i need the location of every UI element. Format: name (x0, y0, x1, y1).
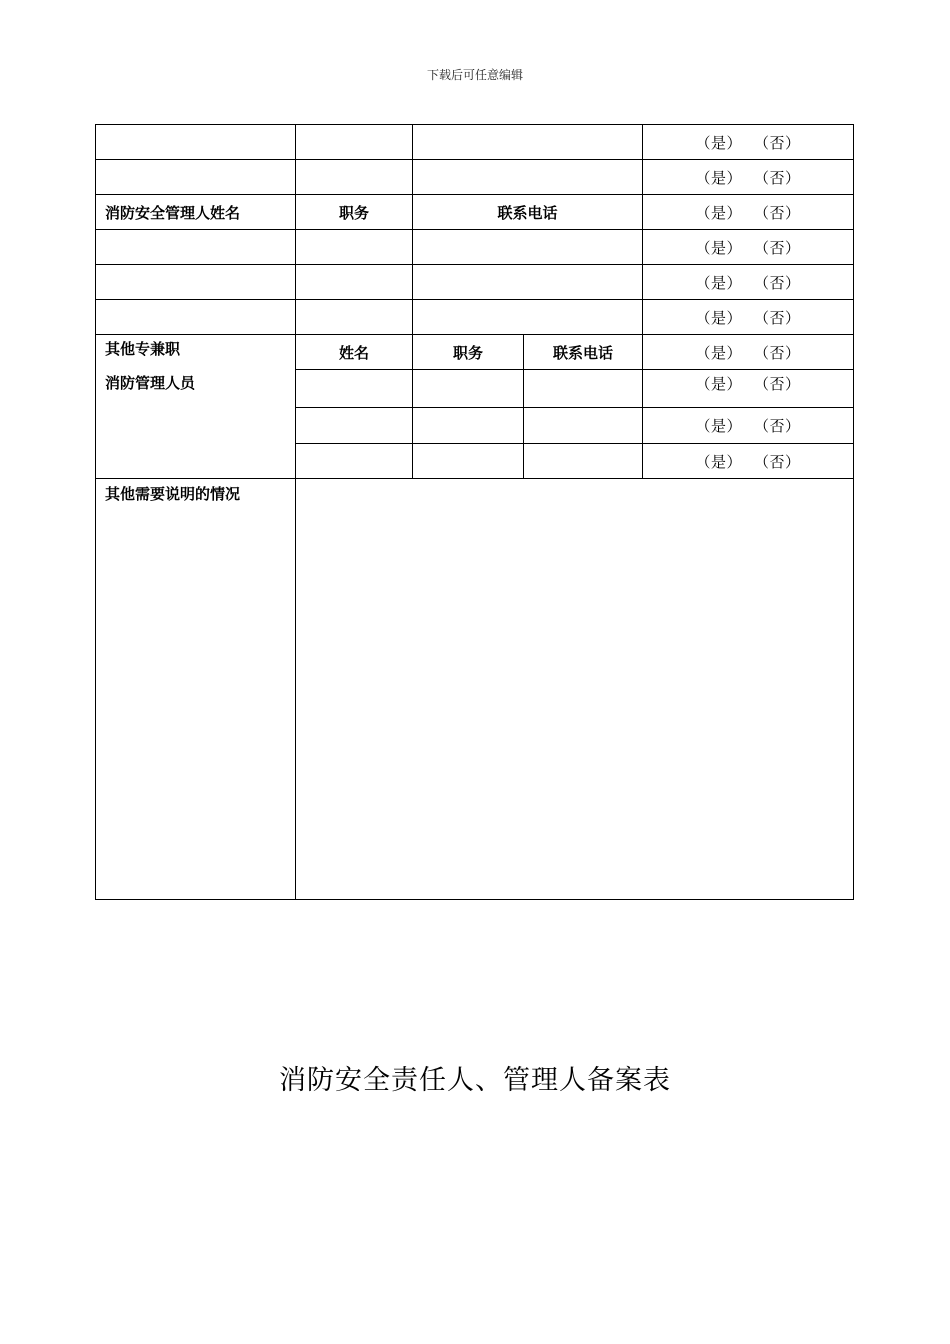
other-staff-phone-cell[interactable] (524, 444, 643, 479)
manager-phone-header: 联系电话 (413, 195, 643, 230)
yes-no-choice[interactable] (643, 370, 854, 408)
manager-name-cell[interactable] (96, 300, 296, 335)
manager-phone-cell[interactable] (413, 230, 643, 265)
document-title: 消防安全责任人、管理人备案表 (279, 1065, 671, 1096)
other-staff-phone-cell[interactable] (524, 370, 643, 408)
manager-name-cell[interactable] (96, 230, 296, 265)
no-option[interactable]: （否） (754, 168, 801, 187)
other-staff-position-cell[interactable] (413, 444, 524, 479)
yes-no-choice[interactable] (643, 408, 854, 444)
no-option[interactable]: （否） (754, 417, 801, 435)
yes-option[interactable]: （是） (695, 308, 742, 327)
other-staff-phone-cell[interactable] (524, 408, 643, 444)
other-staff-phone-header: 联系电话 (524, 335, 643, 370)
yes-no-choice[interactable] (643, 230, 854, 265)
header-note: 下载后可任意编辑 (426, 68, 523, 82)
other-staff-position-cell[interactable] (413, 370, 524, 408)
yes-no-choice[interactable] (643, 300, 854, 335)
other-staff-header-row (96, 335, 854, 370)
manager-name-header: 消防安全管理人姓名 (96, 195, 296, 230)
table-row (96, 265, 854, 300)
blank-cell[interactable] (96, 125, 296, 160)
blank-cell[interactable] (413, 125, 643, 160)
table-row (96, 160, 854, 195)
no-option[interactable]: （否） (754, 375, 801, 393)
yes-option[interactable]: （是） (695, 203, 742, 222)
manager-position-header: 职务 (296, 195, 413, 230)
yes-no-choice[interactable] (643, 265, 854, 300)
table-row (96, 230, 854, 265)
other-staff-label (96, 335, 296, 479)
yes-option[interactable]: （是） (695, 168, 742, 187)
yes-option[interactable]: （是） (695, 273, 742, 292)
manager-phone-cell[interactable] (413, 300, 643, 335)
other-staff-name-cell[interactable] (296, 444, 413, 479)
other-staff-label-line2: 消防管理人员 (105, 374, 196, 392)
yes-no-choice[interactable] (643, 335, 854, 370)
blank-cell[interactable] (296, 160, 413, 195)
manager-header-row (96, 195, 854, 230)
no-option[interactable]: （否） (754, 343, 801, 362)
yes-no-choice[interactable] (643, 125, 854, 160)
yes-option[interactable]: （是） (695, 375, 742, 393)
no-option[interactable]: （否） (754, 452, 801, 471)
no-option[interactable]: （否） (754, 308, 801, 327)
yes-option[interactable]: （是） (695, 417, 742, 435)
yes-no-choice[interactable] (643, 444, 854, 479)
other-staff-position-cell[interactable] (413, 408, 524, 444)
yes-option[interactable]: （是） (695, 343, 742, 362)
manager-phone-cell[interactable] (413, 265, 643, 300)
blank-cell[interactable] (413, 160, 643, 195)
notes-input[interactable] (296, 479, 854, 900)
blank-cell[interactable] (296, 125, 413, 160)
yes-no-choice[interactable] (643, 160, 854, 195)
other-staff-name-header: 姓名 (296, 335, 413, 370)
no-option[interactable]: （否） (754, 133, 801, 152)
no-option[interactable]: （否） (754, 273, 801, 292)
blank-cell[interactable] (96, 160, 296, 195)
no-option[interactable]: （否） (754, 238, 801, 257)
manager-position-cell[interactable] (296, 300, 413, 335)
manager-position-cell[interactable] (296, 265, 413, 300)
other-staff-name-cell[interactable] (296, 408, 413, 444)
registration-table (95, 124, 854, 900)
yes-option[interactable]: （是） (695, 133, 742, 152)
table-row (96, 125, 854, 160)
yes-no-choice[interactable] (643, 195, 854, 230)
no-option[interactable]: （否） (754, 203, 801, 222)
table-row (96, 300, 854, 335)
manager-position-cell[interactable] (296, 230, 413, 265)
manager-name-cell[interactable] (96, 265, 296, 300)
yes-option[interactable]: （是） (695, 238, 742, 257)
other-staff-name-cell[interactable] (296, 370, 413, 408)
yes-option[interactable]: （是） (695, 452, 742, 471)
notes-label: 其他需要说明的情况 (96, 479, 296, 900)
other-staff-position-header: 职务 (413, 335, 524, 370)
notes-row (96, 479, 854, 900)
other-staff-label-line1: 其他专兼职 (105, 340, 181, 358)
